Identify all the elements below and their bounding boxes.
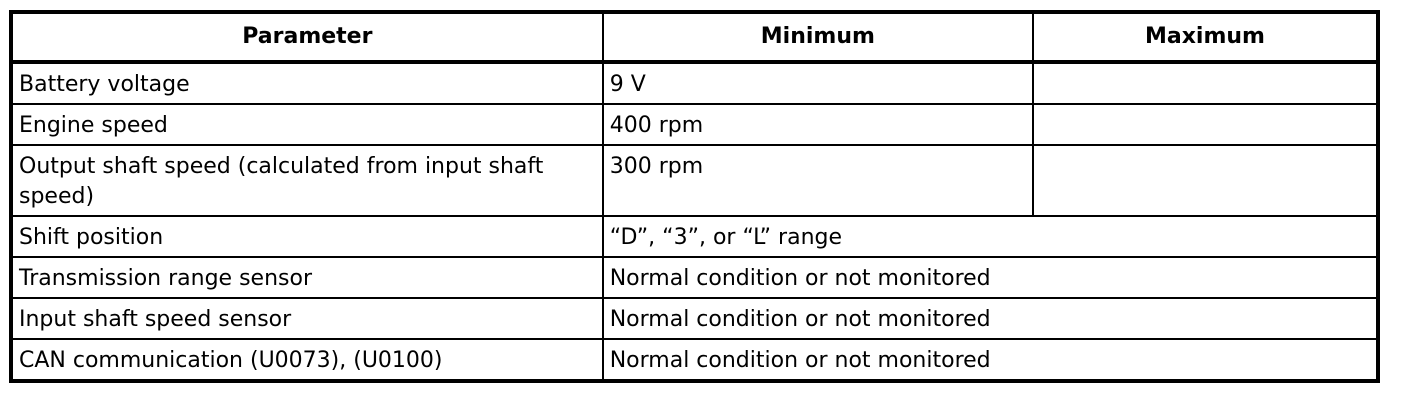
table-row [11, 339, 1378, 381]
table-header-row [11, 12, 1378, 62]
enable-conditions-table [9, 10, 1380, 383]
row-maximum [1033, 104, 1378, 145]
header-maximum: Maximum [1033, 12, 1378, 62]
table-row [11, 104, 1378, 145]
table-row [11, 298, 1378, 339]
table-row [11, 257, 1378, 298]
header-minimum: Minimum [603, 12, 1033, 62]
row-minimum: 300 rpm [603, 145, 1033, 216]
row-minimum: 9 V [603, 62, 1033, 104]
row-maximum [1033, 145, 1378, 216]
table-row [11, 62, 1378, 104]
row-parameter: Input shaft speed sensor [11, 298, 603, 339]
row-parameter: Shift position [11, 216, 603, 257]
row-value: Normal condition or not monitored [603, 339, 1378, 381]
table-row [11, 145, 1378, 216]
row-parameter: Transmission range sensor [11, 257, 603, 298]
row-parameter: Battery voltage [11, 62, 603, 104]
row-minimum: 400 rpm [603, 104, 1033, 145]
header-parameter: Parameter [11, 12, 603, 62]
row-value: “D”, “3”, or “L” range [603, 216, 1378, 257]
row-maximum [1033, 62, 1378, 104]
row-parameter: Output shaft speed (calculated from input shaft speed) [11, 145, 603, 216]
row-parameter: CAN communication (U0073), (U0100) [11, 339, 603, 381]
table-row [11, 216, 1378, 257]
row-value: Normal condition or not monitored [603, 298, 1378, 339]
row-value: Normal condition or not monitored [603, 257, 1378, 298]
row-parameter: Engine speed [11, 104, 603, 145]
